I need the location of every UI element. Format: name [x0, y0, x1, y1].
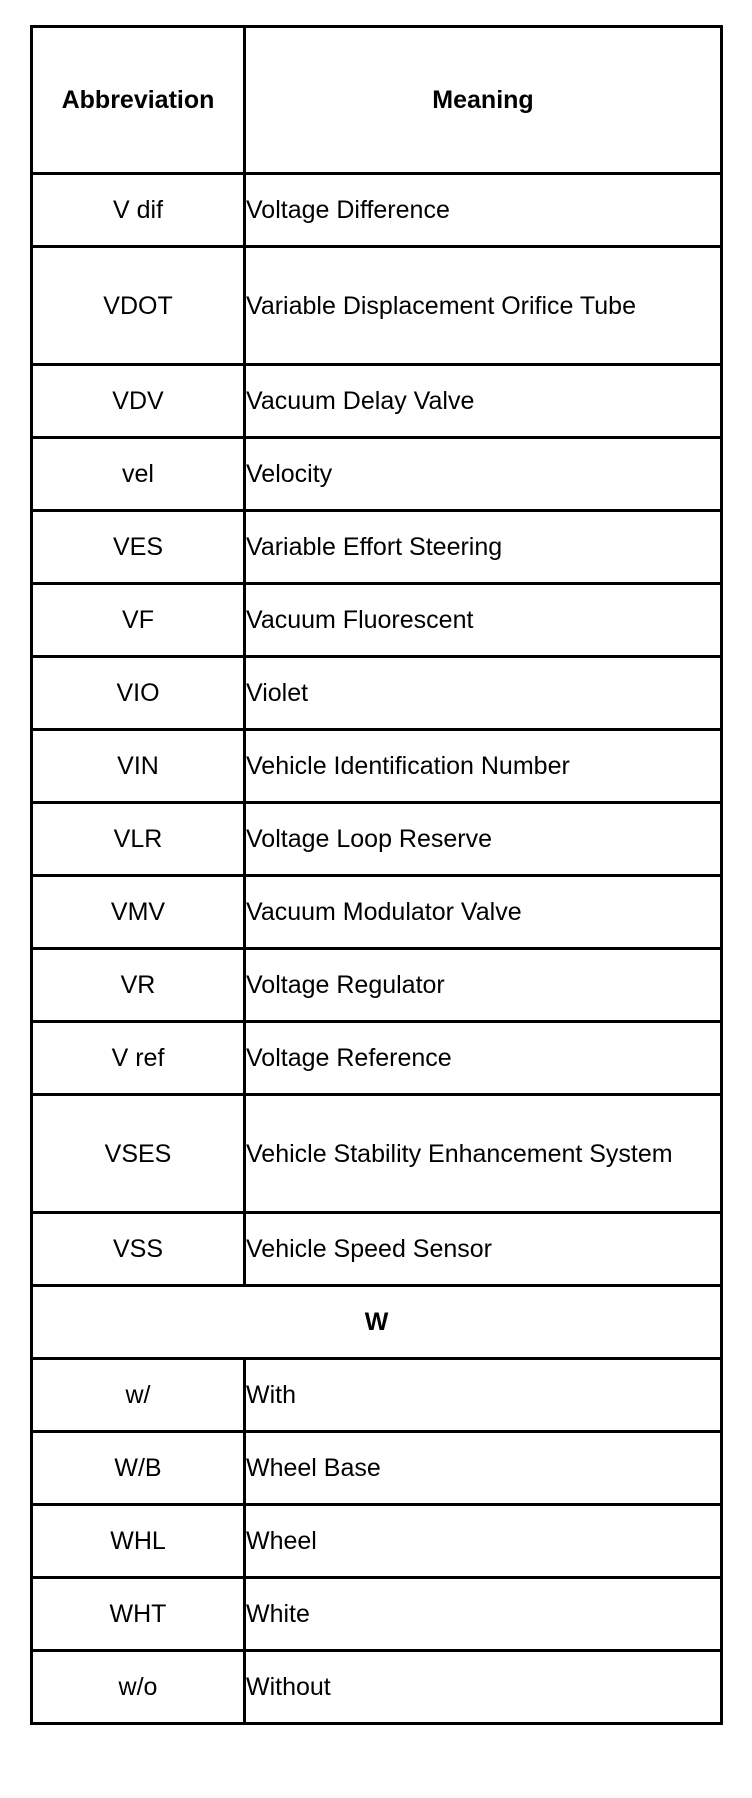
meaning-cell: Vehicle Identification Number — [245, 730, 722, 803]
table-row — [32, 1022, 722, 1095]
meaning-cell: Violet — [245, 657, 722, 730]
abbreviation-cell: VF — [32, 584, 245, 657]
abbreviation-table — [30, 25, 723, 1725]
table-row — [32, 1505, 722, 1578]
abbreviation-cell: VLR — [32, 803, 245, 876]
table-row — [32, 876, 722, 949]
abbreviation-column-header: Abbreviation — [32, 27, 245, 174]
table-row — [32, 1432, 722, 1505]
abbreviation-cell: W/B — [32, 1432, 245, 1505]
meaning-cell: Vehicle Speed Sensor — [245, 1213, 722, 1286]
section-letter: W — [32, 1286, 722, 1359]
meaning-column-header: Meaning — [245, 27, 722, 174]
abbreviation-cell: VSS — [32, 1213, 245, 1286]
abbreviation-cell: V dif — [32, 174, 245, 247]
section-row — [32, 1286, 722, 1359]
meaning-cell: Vehicle Stability Enhancement System — [245, 1095, 722, 1213]
abbreviation-cell: V ref — [32, 1022, 245, 1095]
abbreviation-cell: vel — [32, 438, 245, 511]
meaning-cell: Vacuum Modulator Valve — [245, 876, 722, 949]
abbreviation-cell: VMV — [32, 876, 245, 949]
table-row — [32, 438, 722, 511]
table-header-row — [32, 27, 722, 174]
abbreviation-cell: VDV — [32, 365, 245, 438]
abbreviation-cell: WHL — [32, 1505, 245, 1578]
abbreviation-cell: VDOT — [32, 247, 245, 365]
table-row — [32, 657, 722, 730]
table-row — [32, 174, 722, 247]
abbreviation-cell: VES — [32, 511, 245, 584]
abbreviation-cell: w/ — [32, 1359, 245, 1432]
table-row — [32, 803, 722, 876]
meaning-cell: Wheel Base — [245, 1432, 722, 1505]
table-row — [32, 1095, 722, 1213]
meaning-cell: Voltage Loop Reserve — [245, 803, 722, 876]
meaning-cell: Voltage Difference — [245, 174, 722, 247]
table-row — [32, 365, 722, 438]
abbreviation-cell: VIO — [32, 657, 245, 730]
meaning-cell: Voltage Reference — [245, 1022, 722, 1095]
table-row — [32, 1651, 722, 1724]
meaning-cell: Without — [245, 1651, 722, 1724]
table-row — [32, 1213, 722, 1286]
abbreviation-cell: VR — [32, 949, 245, 1022]
meaning-cell: Vacuum Delay Valve — [245, 365, 722, 438]
meaning-cell: Velocity — [245, 438, 722, 511]
table-row — [32, 584, 722, 657]
abbreviation-cell: VIN — [32, 730, 245, 803]
abbreviation-cell: w/o — [32, 1651, 245, 1724]
meaning-cell: With — [245, 1359, 722, 1432]
table-row — [32, 1578, 722, 1651]
meaning-cell: Voltage Regulator — [245, 949, 722, 1022]
meaning-cell: Vacuum Fluorescent — [245, 584, 722, 657]
table-row — [32, 511, 722, 584]
abbreviation-cell: VSES — [32, 1095, 245, 1213]
meaning-cell: Wheel — [245, 1505, 722, 1578]
table-row — [32, 1359, 722, 1432]
meaning-cell: White — [245, 1578, 722, 1651]
table-row — [32, 949, 722, 1022]
abbreviation-cell: WHT — [32, 1578, 245, 1651]
meaning-cell: Variable Displacement Orifice Tube — [245, 247, 722, 365]
meaning-cell: Variable Effort Steering — [245, 511, 722, 584]
table-row — [32, 247, 722, 365]
table-row — [32, 730, 722, 803]
